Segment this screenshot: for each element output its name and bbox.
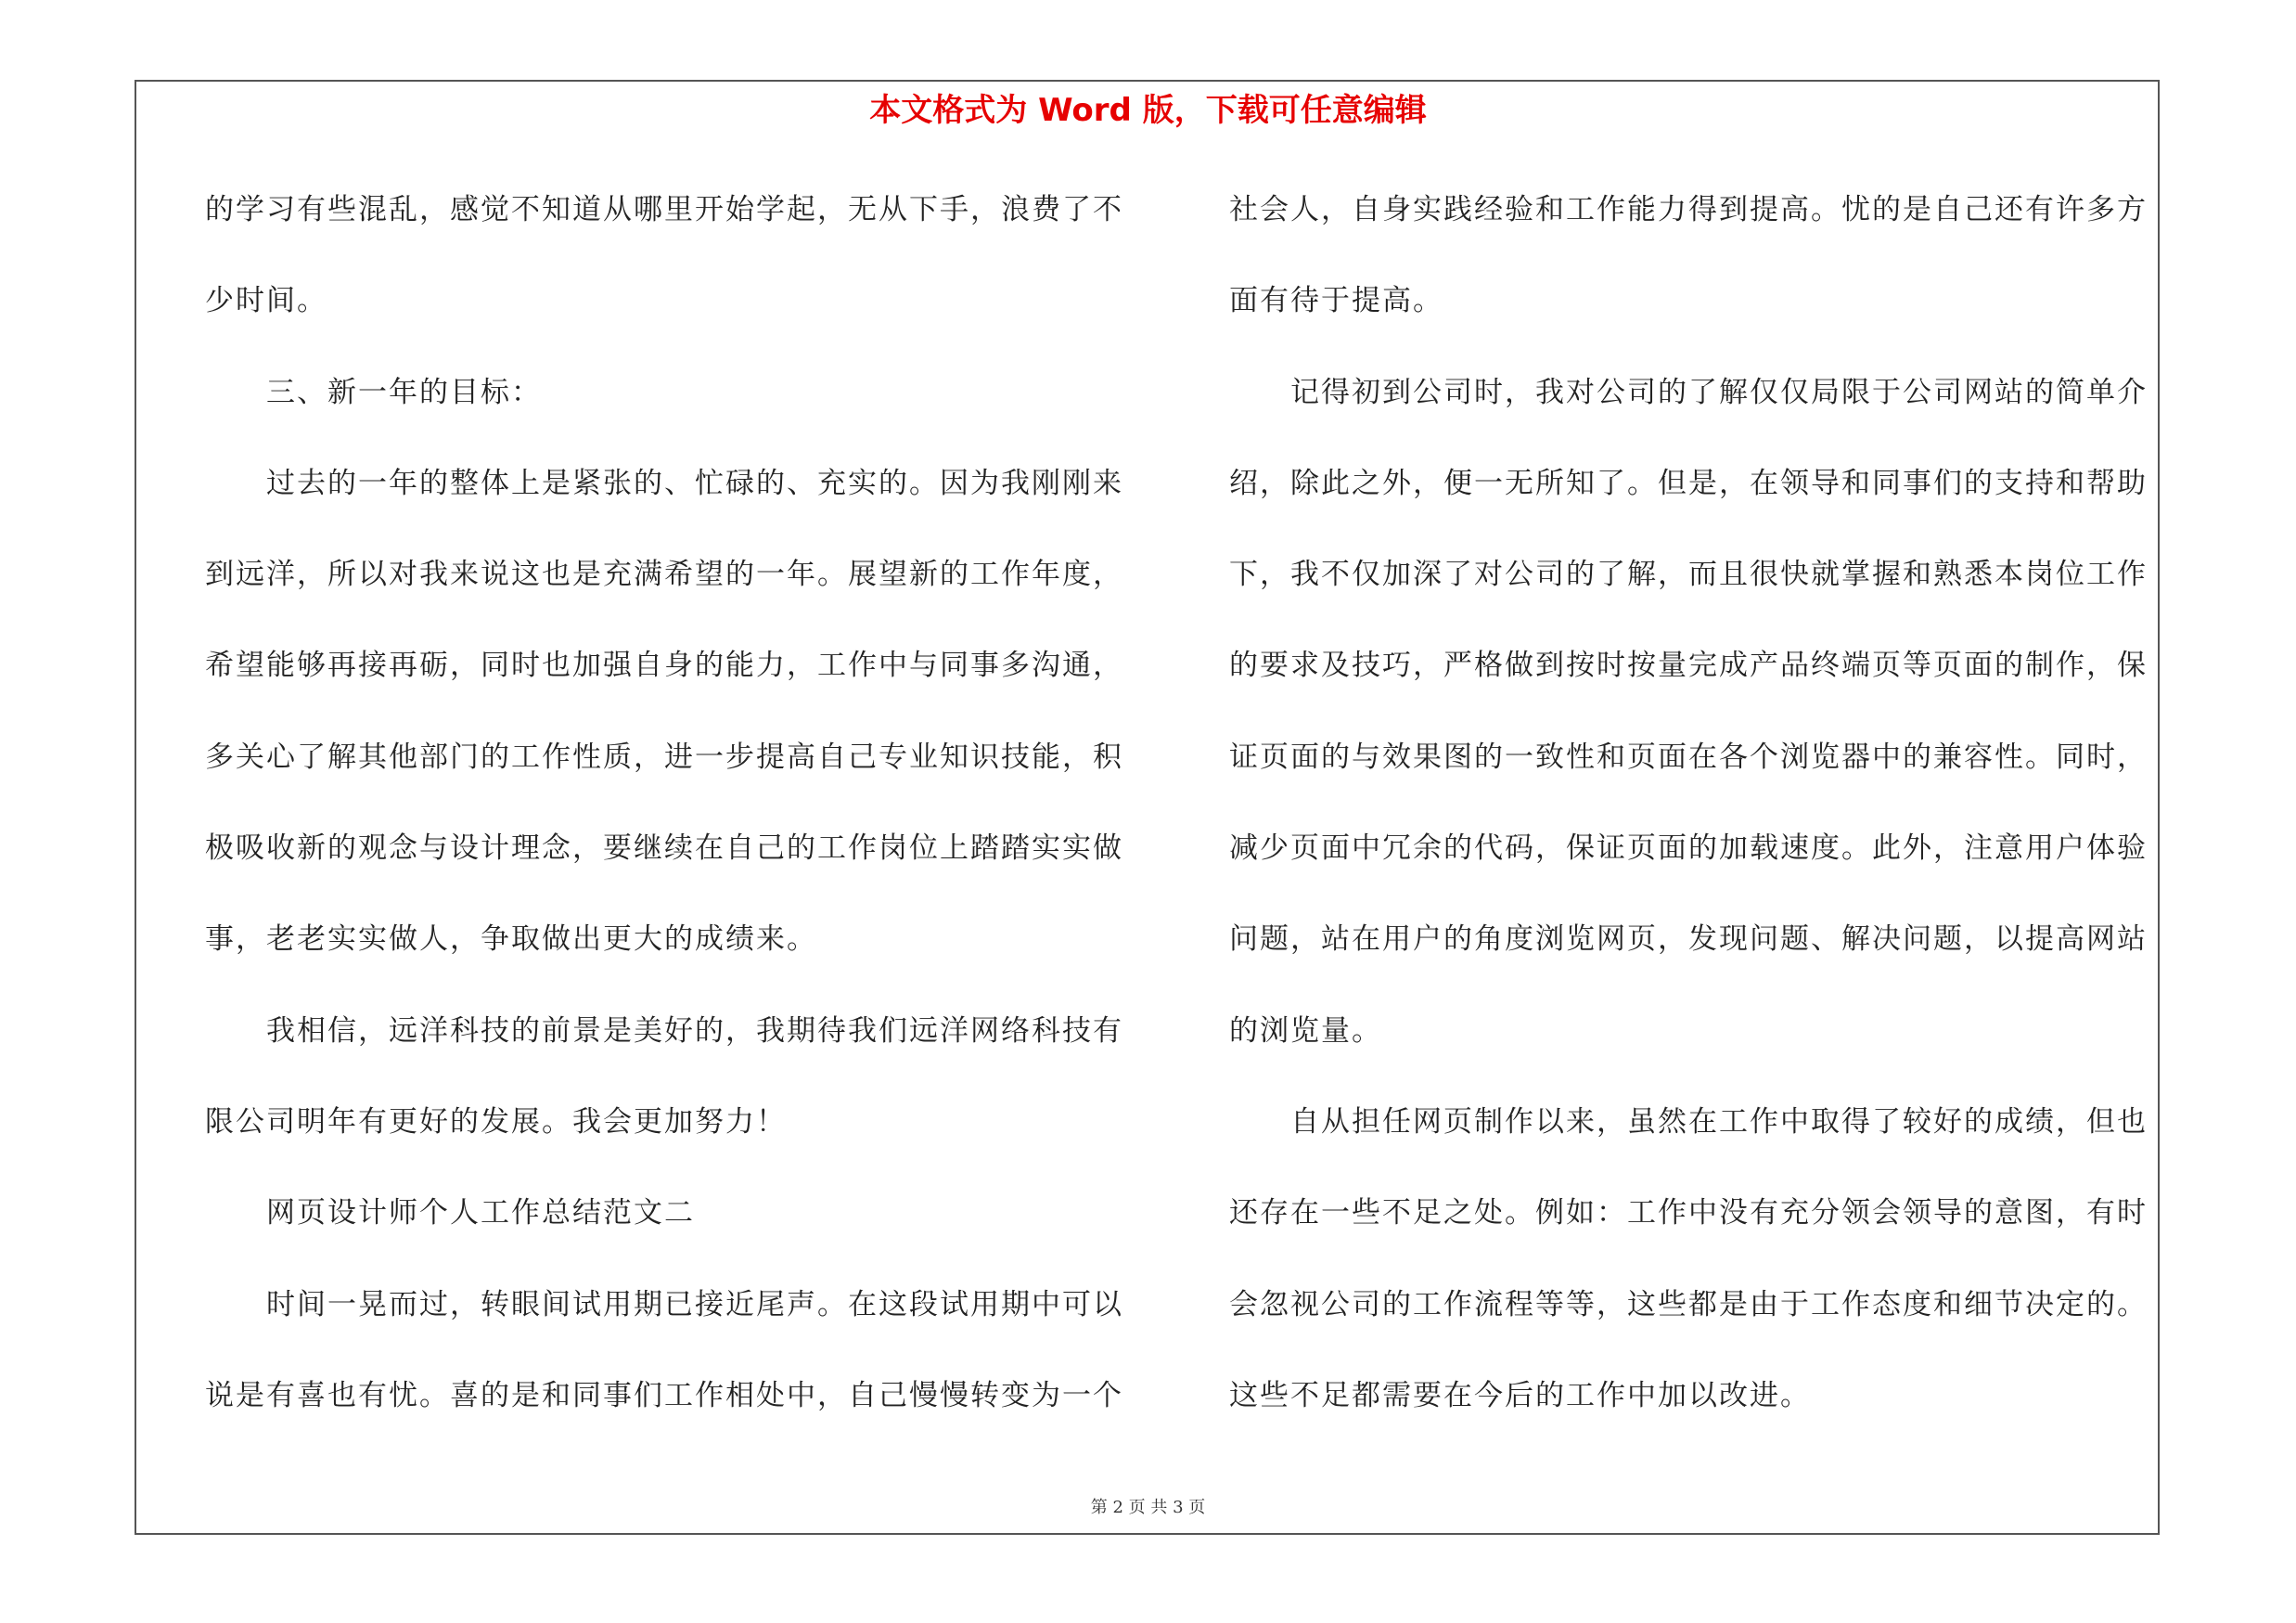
format-notice-banner: 本文格式为 Word 版，下载可任意编辑 xyxy=(869,92,1427,129)
text-line: 绍，除此之外，便一无所知了。但是，在领导和同事们的支持和帮助 xyxy=(1229,466,2148,500)
article-subtitle: 网页设计师个人工作总结范文二 xyxy=(205,1196,695,1230)
left-text-column xyxy=(205,183,1142,1460)
text-line: 多关心了解其他部门的工作性质，进一步提高自己专业知识技能，积 xyxy=(205,740,1123,774)
page-number-footer: 第 2 页 共 3 页 xyxy=(1090,1498,1206,1517)
text-line: 限公司明年有更好的发展。我会更加努力！ xyxy=(205,1104,787,1139)
text-line: 过去的一年的整体上是紧张的、忙碌的、充实的。因为我刚刚来 xyxy=(205,466,1123,500)
text-line: 时间一晃而过，转眼间试用期已接近尾声。在这段试用期中可以 xyxy=(205,1287,1123,1321)
text-line: 极吸收新的观念与设计理念，要继续在自己的工作岗位上踏踏实实做 xyxy=(205,831,1123,866)
text-line: 问题，站在用户的角度浏览网页，发现问题、解决问题，以提高网站 xyxy=(1229,922,2148,957)
text-line: 说是有喜也有忧。喜的是和同事们工作相处中，自己慢慢转变为一个 xyxy=(205,1378,1123,1412)
text-line: 到远洋，所以对我来说这也是充满希望的一年。展望新的工作年度， xyxy=(205,558,1123,592)
text-line: 面有待于提高。 xyxy=(1229,284,1443,318)
text-line: 还存在一些不足之处。例如：工作中没有充分领会领导的意图，有时 xyxy=(1229,1196,2148,1230)
text-line: 自从担任网页制作以来，虽然在工作中取得了较好的成绩，但也 xyxy=(1229,1104,2148,1139)
text-line: 这些不足都需要在今后的工作中加以改进。 xyxy=(1229,1378,1811,1412)
text-line: 减少页面中冗余的代码，保证页面的加载速度。此外，注意用户体验 xyxy=(1229,831,2148,866)
text-line: 下，我不仅加深了对公司的了解，而且很快就掌握和熟悉本岗位工作 xyxy=(1229,558,2148,592)
right-text-column xyxy=(1229,183,2166,1460)
text-line: 记得初到公司时，我对公司的了解仅仅局限于公司网站的简单介 xyxy=(1229,375,2148,409)
text-line: 少时间。 xyxy=(205,284,327,318)
section-heading: 三、新一年的目标： xyxy=(205,375,542,409)
text-line: 的浏览量。 xyxy=(1229,1013,1382,1048)
text-line: 的要求及技巧，严格做到按时按量完成产品终端页等页面的制作，保 xyxy=(1229,649,2148,683)
text-line: 我相信，远洋科技的前景是美好的，我期待我们远洋网络科技有 xyxy=(205,1013,1123,1048)
text-line: 事，老老实实做人，争取做出更大的成绩来。 xyxy=(205,922,817,957)
text-line: 会忽视公司的工作流程等等，这些都是由于工作态度和细节决定的。 xyxy=(1229,1287,2148,1321)
text-line: 社会人，自身实践经验和工作能力得到提高。忧的是自己还有许多方 xyxy=(1229,193,2148,226)
text-line: 希望能够再接再砺，同时也加强自身的能力，工作中与同事多沟通， xyxy=(205,649,1123,683)
text-line: 的学习有些混乱，感觉不知道从哪里开始学起，无从下手，浪费了不 xyxy=(205,193,1123,226)
text-line: 证页面的与效果图的一致性和页面在各个浏览器中的兼容性。同时， xyxy=(1229,740,2148,774)
